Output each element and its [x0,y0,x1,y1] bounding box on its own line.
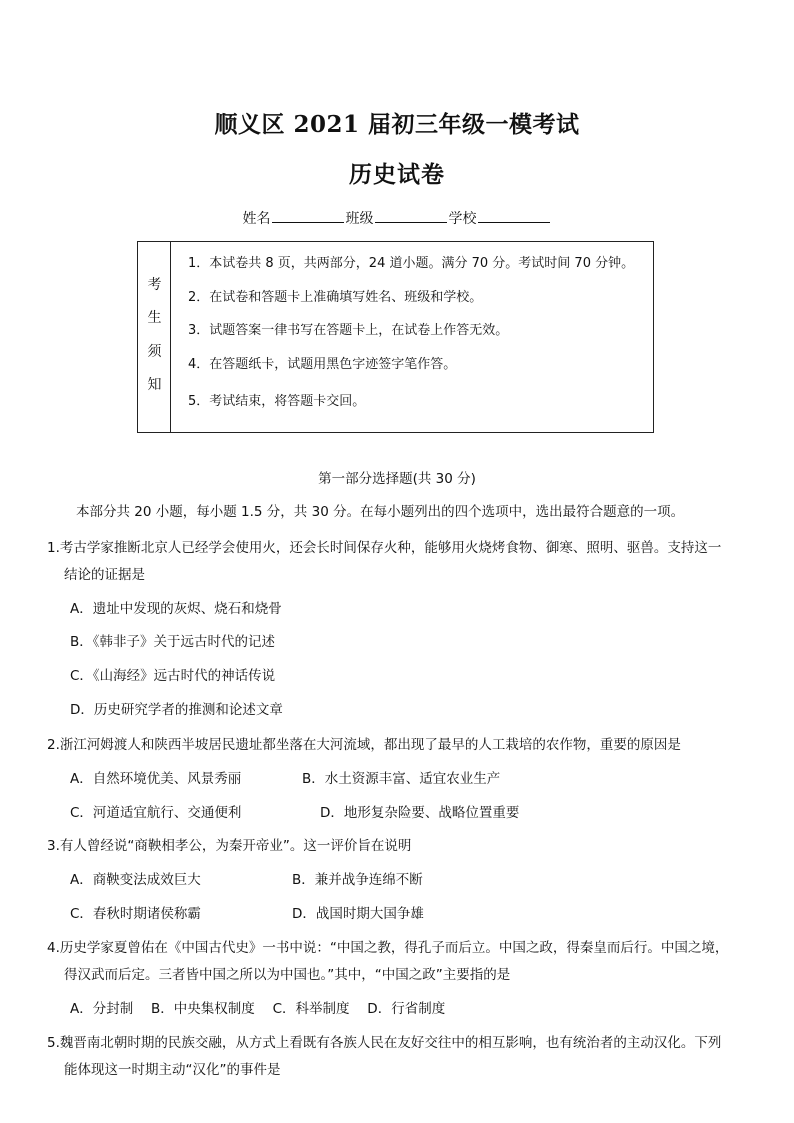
name-blank[interactable] [272,208,344,223]
question-2-option-c[interactable]: C．河道适宜航行、交通便利 [70,805,242,821]
question-2-option-a[interactable]: A．自然环境优美、风景秀丽 [70,771,242,787]
section-title: 第一部分选择题(共 30 分) [318,471,476,487]
notice-item: 2．在试卷和答题卡上准确填写姓名、班级和学校。 [188,290,483,305]
notice-side-label [138,242,171,432]
question-3-option-c[interactable]: C．春秋时期诸侯称霸 [70,906,201,922]
notice-item: 5．考试结束，将答题卡交回。 [188,394,366,409]
class-blank[interactable] [375,208,447,223]
notice-item: 4．在答题纸卡，试题用黑色字迹签字笔作答。 [188,357,457,372]
notice-side-char: 生 [147,310,162,326]
question-4-stem: 4.历史学家夏曾佑在《中国古代史》一书中说：“中国之教，得孔子而后立。中国之政，得秦皇而后行。中国之境， [47,940,729,956]
exam-subtitle: 历史试卷 [349,161,445,188]
question-1-stem-cont: 结论的证据是 [64,567,145,583]
exam-notice-box [137,241,654,433]
question-3-option-d[interactable]: D．战国时期大国争雄 [292,906,424,922]
notice-side-char: 考 [147,277,162,293]
class-label: 班级 [345,211,374,227]
school-label: 学校 [448,211,477,227]
notice-item: 3．试题答案一律书写在答题卡上，在试卷上作答无效。 [188,323,509,338]
student-info-row [0,208,794,228]
question-5-stem: 5.魏晋南北朝时期的民族交融，从方式上看既有各族人民在友好交往中的相互影响，也有统治者的主动汉化。下列 [47,1035,722,1051]
question-1-option-b[interactable]: B．《韩非子》关于远古时代的记述 [70,634,276,650]
school-blank[interactable] [478,208,550,223]
question-4-options[interactable]: A．分封制 B．中央集权制度 C．科举制度 D．行省制度 [70,1001,446,1017]
question-2-stem: 2.浙江河姆渡人和陕西半坡居民遗址都坐落在大河流域，都出现了最早的人工栽培的农作物，重要的原因是 [47,737,681,753]
question-1-option-d[interactable]: D．历史研究学者的推测和论述文章 [70,702,283,718]
question-4-stem-cont: 得汉武而后定。三者皆中国之所以为中国也。”其中，“中国之政”主要指的是 [64,967,511,983]
question-3-option-b[interactable]: B．兼并战争连绵不断 [292,872,423,888]
question-1-stem: 1.考古学家推断北京人已经学会使用火，还会长时间保存火种，能够用火烧烤食物、御寒、照明、驱兽。支持这一 [47,540,722,556]
question-2-option-d[interactable]: D．地形复杂险要、战略位置重要 [320,805,520,821]
question-1-option-a[interactable]: A．遗址中发现的灰烬、烧石和烧骨 [70,601,282,617]
question-2-option-b[interactable]: B．水土资源丰富、适宜农业生产 [302,771,501,787]
notice-side-char: 知 [147,377,162,393]
section-instruction: 本部分共 20 小题，每小题 1.5 分，共 30 分。在每小题列出的四个选项中，选出最符合题意的一项。 [76,504,685,520]
notice-item: 1．本试卷共 8 页，共两部分，24 道小题。满分 70 分。考试时间 70 分钟。 [188,256,635,271]
exam-title: 顺义区 2021 届初三年级一模考试 [214,111,580,138]
name-label: 姓名 [242,211,271,227]
question-3-option-a[interactable]: A．商鞅变法成效巨大 [70,872,201,888]
question-3-stem: 3.有人曾经说“商鞅相孝公，为秦开帝业”。这一评价旨在说明 [47,838,412,854]
question-1-option-c[interactable]: C．《山海经》远古时代的神话传说 [70,668,276,684]
notice-side-char: 须 [147,344,162,360]
question-5-stem-cont: 能体现这一时期主动“汉化”的事件是 [64,1062,281,1078]
